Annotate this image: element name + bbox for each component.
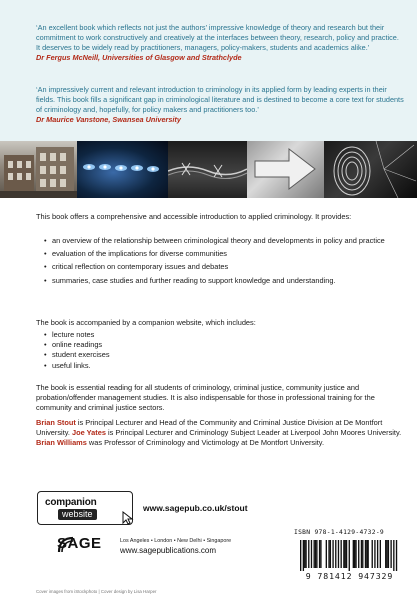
barcode-bar	[305, 540, 306, 568]
blue-lights-photo	[77, 141, 168, 198]
author-bio: was Professor of Criminology and Victimology at De Montfort University.	[86, 438, 325, 448]
list-item: • critical reflection on contemporary issues and debates	[44, 262, 402, 272]
barcode-bar	[300, 540, 301, 571]
barcode-icon	[292, 540, 407, 571]
companion-intro: The book is accompanied by a companion website, which includes:	[36, 318, 256, 327]
barcode-bar	[315, 540, 316, 568]
barcode-bar	[388, 540, 389, 568]
cover-photo-strip	[0, 141, 417, 198]
publisher-url[interactable]: www.sagepublications.com	[120, 546, 217, 555]
barcode-bar	[374, 540, 375, 568]
barcode-bar	[341, 540, 342, 568]
barcode-digits: 9 781412 947329	[305, 571, 394, 581]
intro-paragraph: This book offers a comprehensive and accessible introduction to applied criminology. It provides:	[36, 212, 352, 221]
companion-logo-top: companion	[45, 497, 97, 508]
readership-paragraph: The book is essential reading for all students of criminology, criminal justice, community justice and probation/offender management studies. It is also indispensable for those in professional training for the community and criminal justice sectors.	[36, 383, 375, 413]
barbed-wire-photo	[168, 141, 247, 198]
barcode-bar	[319, 540, 320, 568]
isbn-barcode	[292, 529, 407, 582]
barcode-bar	[320, 540, 321, 568]
companion-logo-bottom: website	[58, 509, 97, 520]
barcode-bar	[365, 540, 366, 568]
list-item: • online readings	[44, 340, 402, 350]
barcode-bar	[349, 540, 350, 571]
list-item: • an overview of the relationship between criminological theory and developments in policy and practice	[44, 236, 402, 246]
companion-list	[44, 330, 402, 371]
companion-url[interactable]: www.sagepub.co.uk/stout	[143, 503, 248, 513]
endorsement-2	[36, 85, 404, 125]
barcode-bar	[326, 540, 327, 568]
barcode-bar	[390, 540, 391, 568]
list-item: • summaries, case studies and further reading to support knowledge and understanding.	[44, 276, 402, 286]
list-item: • useful links.	[44, 361, 402, 371]
barcode-bar	[345, 540, 346, 568]
author-bio: is Principal Lecturer and Criminology Subject Leader at Liverpool John Moores University.	[105, 428, 402, 438]
list-item: • lecture notes	[44, 330, 402, 340]
barcode-bar	[311, 540, 312, 568]
cursor-icon	[122, 511, 134, 525]
barcode-bar	[346, 540, 347, 568]
endorsements-panel	[0, 0, 417, 141]
author-name: Brian Williams	[36, 438, 87, 448]
barcode-bar	[330, 540, 331, 568]
barcode-bar	[372, 540, 373, 568]
publisher-logo: SAGE	[57, 535, 102, 552]
publisher-cities: Los Angeles • London • New Delhi • Singapore	[120, 538, 232, 544]
provides-list	[44, 236, 402, 289]
author-name: Joe Yates	[72, 428, 106, 438]
barcode-bar	[304, 540, 305, 568]
barcode-bar	[385, 540, 386, 568]
list-item: • student exercises	[44, 350, 402, 360]
barcode-bar	[353, 540, 354, 568]
barcode-bar	[338, 540, 339, 568]
barcode-bar	[314, 540, 315, 568]
barcode-bar	[393, 540, 394, 571]
endorsement-1	[36, 23, 404, 63]
barcode-bar	[332, 540, 333, 568]
barcode-bar	[316, 540, 317, 568]
barcode-bar	[308, 540, 309, 568]
author-bio: is Principal Lecturer and Head of the Community and Criminal Justice Division at De Montfort University.	[36, 418, 383, 438]
author-bios	[36, 418, 404, 449]
barcode-bar	[361, 540, 362, 568]
barcode-bar	[354, 540, 355, 568]
barcode-bar	[362, 540, 363, 568]
barcode-bar	[358, 540, 359, 568]
barcode-bar	[343, 540, 344, 568]
companion-website-logo[interactable]	[37, 491, 133, 525]
barcode-bar	[368, 540, 369, 568]
barcode-bar	[386, 540, 387, 568]
barcode-bar	[303, 540, 304, 571]
arrow-photo	[247, 141, 324, 198]
author-name: Brian Stout	[36, 418, 76, 427]
barcode-bar	[366, 540, 367, 568]
cover-credit: Cover images from iStockphoto | Cover design by Lisa Harper	[36, 589, 157, 594]
isbn-number: ISBN 978-1-4129-4732-9	[294, 529, 385, 536]
barcode-bar	[396, 540, 397, 571]
endorsement-text: ‘An excellent book which reflects not just the authors’ impressive knowledge of theory and research but their commitment to work constructively and creatively at the interfaces between theory, research, policy and practice. It deserves to be widely read by practitioners, managers, policy-makers, students and academics alike.’	[36, 23, 399, 52]
barcode-bar	[335, 540, 336, 568]
barcode-bar	[380, 540, 381, 568]
barcode-bar	[377, 540, 378, 568]
endorsement-attribution: Dr Fergus McNeill, Universities of Glasgow and Strathclyde	[36, 53, 242, 63]
list-item: • evaluation of the implications for diverse communities	[44, 249, 402, 259]
barcode-bar	[328, 540, 329, 568]
building-photo	[0, 141, 77, 198]
endorsement-attribution: Dr Maurice Vanstone, Swansea University	[36, 115, 181, 125]
fingerprint-photo	[324, 141, 417, 198]
endorsement-text: ‘An impressively current and relevant introduction to criminology in its applied form by leading experts in their fields. This book fills a significant gap in criminological literature and is destined to become a core text for students of criminology and, hopefully, for policy makers and practitioners too.’	[36, 85, 404, 114]
barcode-bar	[355, 540, 356, 568]
